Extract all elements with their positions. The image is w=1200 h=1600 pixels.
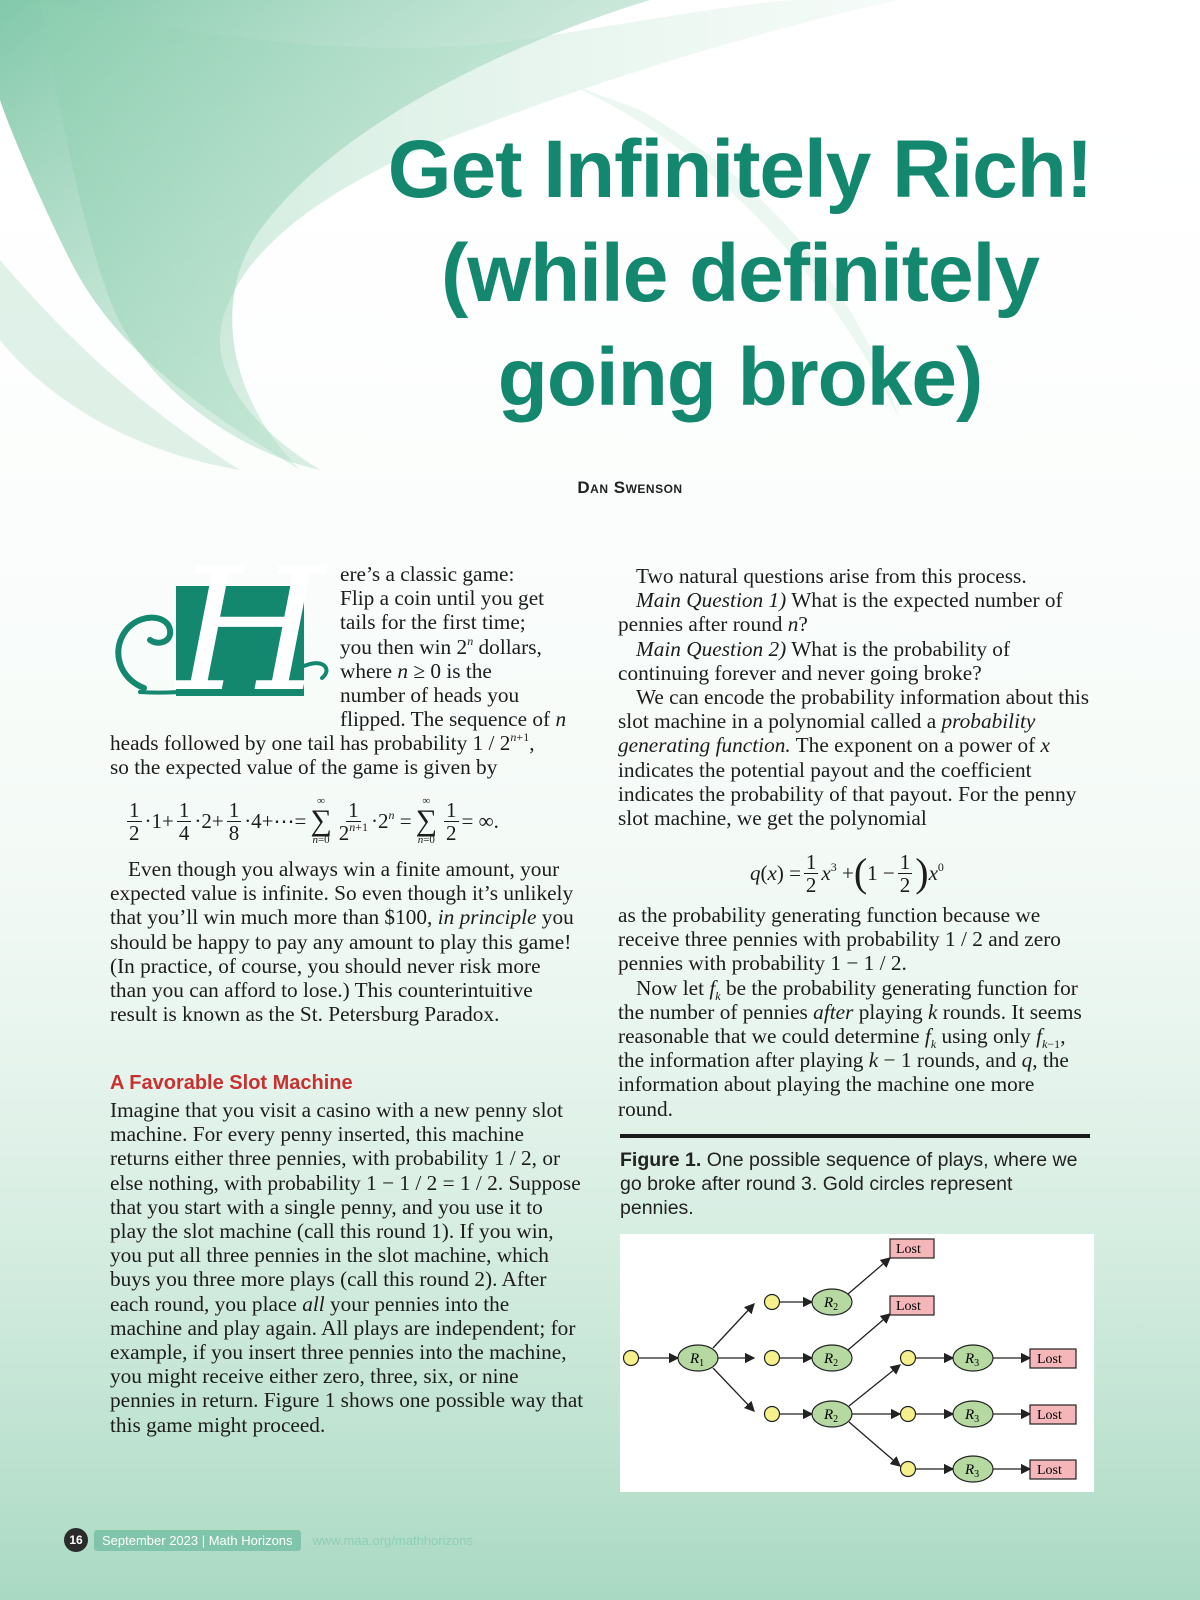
round-label: $R_2$ [824,1351,839,1369]
penny-node [765,1351,780,1366]
penny-node [765,1295,780,1310]
round-label: $R_3$ [965,1462,980,1480]
penny-node [765,1407,780,1422]
lost-label: Lost [1037,1352,1062,1367]
section-heading: A Favorable Slot Machine [110,1072,353,1094]
paragraph-pgf-explained: as the probability generating function because we receive three pennies with probability 1 / 2 and zero pennies with probability 1 − 1 / 2. [618,903,1061,976]
lost-label: Lost [896,1242,921,1257]
paragraph-pgf: We can encode the probability information about this slot machine in a polynomial called a probability generating function. The exponent on a power of x indicates the potential payout and the coefficient indicates the probability of that payout. For the penny slot machine, we get the polynomial [618,685,1090,831]
drop-cap-letter: H [176,532,325,730]
right-column-text-2 [618,903,1092,1121]
title-line-2: (while definitely [440,228,1040,319]
issue-label: September 2023 | Math Horizons [94,1530,301,1551]
paragraph-paradox: Even though you always win a finite amount, your expected value is infinite. So even though it’s unlikely that you’ll win much more than $100, in principle you should be happy to pay any amount to play this game! (In practice, of course, you should never risk more than you can afford to lose.) This counterintuitive result is known as the St. Petersburg Paradox. [110,857,574,1027]
paragraph-slot-machine: Imagine that you visit a casino with a new penny slot machine. For every penny inserted, this machine returns either three pennies, with probability 1 / 2, or else nothing, with probability 1 − 1 / 2 = 1 / 2. Suppose that you start with a single penny, and you use it to play the slot machine (call this round 1). If you win, you put all three pennies in the slot machine, which buys you three more plays (call this round 2). After each round, you place all your pennies into the machine and play again. All plays are independent; for example, if you insert three pennies into the machine, you might receive either zero, three, six, or nine pennies in return. Figure 1 shows one possible way that this game might proceed. [110,1098,584,1437]
figure-1-diagram [620,1234,1094,1492]
paragraph-questions: Two natural questions arise from this process. [636,564,1027,588]
intro-wrap-text [340,562,600,731]
title-line-1: Get Infinitely Rich! [387,124,1093,215]
penny-node [624,1351,639,1366]
round-label: $R_3$ [965,1407,980,1425]
lost-label: Lost [896,1299,921,1314]
round-label: $R_1$ [690,1351,705,1369]
intro-line-win: you then win 2$^n$ dollars, [340,633,542,659]
penny-node [901,1462,916,1477]
expected-value-equation: $\frac{1}{2}$ ·1+ $\frac{1}{4}$ ·2+ $\frac{1}{8}$ ·4+⋯= ∞ ∑ n=0 $\frac{1}{2^{n+1}}$ $\cdot 2^n$ = ∞ ∑ n=0 $\frac{1}{2}$ = ∞. [129,795,499,846]
penny-nodes [624,1295,916,1477]
lost-label: Lost [1037,1463,1062,1478]
intro-line-probability: heads followed by one tail has probability $1 / 2^{n+1}$, [110,730,535,755]
right-column-text [618,564,1092,830]
penny-node [901,1407,916,1422]
intro-line-expected: so the expected value of the game is given by [110,755,498,780]
figure-caption: Figure 1. One possible sequence of plays, where we go broke after round 3. Gold circles represent pennies. [620,1149,1078,1219]
paragraph-fk: Now let $f_k$ be the probability generating function for the number of pennies after playing k rounds. It seems reasonable that we could determine $f_k$ using only $f_{k-1}$, the information after playing k − 1 rounds, and q, the information about playing the machine one more round. [618,975,1082,1121]
round-label: $R_3$ [965,1351,980,1369]
title-line-3: going broke) [497,332,983,423]
intro-line-sequence: flipped. The sequence of n [340,707,567,732]
intro-line: ere’s a classic game: [340,562,515,586]
author-byline: Dan Swenson [577,478,683,497]
intro-line: tails for the first time; [340,610,526,635]
footer-url-link[interactable]: www.maa.org/mathhorizons [312,1532,473,1548]
round-label: $R_2$ [824,1295,839,1313]
pgf-equation: q(x) = $\frac{1}{2}$ $x^3$ + ( 1 − $\frac{1}{2}$ ) $x^0$ [750,849,944,897]
page-number: 16 [64,1528,88,1552]
figure-rule [620,1134,1090,1138]
intro-continued [110,731,600,779]
round-label: $R_2$ [824,1407,839,1425]
main-question-2: Main Question 2) What is the probability of continuing forever and never going broke? [618,636,1011,685]
main-question-1: Main Question 1) What is the expected number of pennies after round n? [618,588,1063,637]
round-nodes [678,1289,993,1482]
intro-line-where: where n ≥ 0 is the [340,658,492,683]
article-title [330,118,1150,430]
lost-label: Lost [1037,1408,1062,1423]
intro-line: number of heads you [340,683,520,708]
page-footer [60,1528,473,1552]
drop-cap [110,532,335,730]
intro-line: Flip a coin until you get [340,586,545,611]
penny-node [901,1351,916,1366]
